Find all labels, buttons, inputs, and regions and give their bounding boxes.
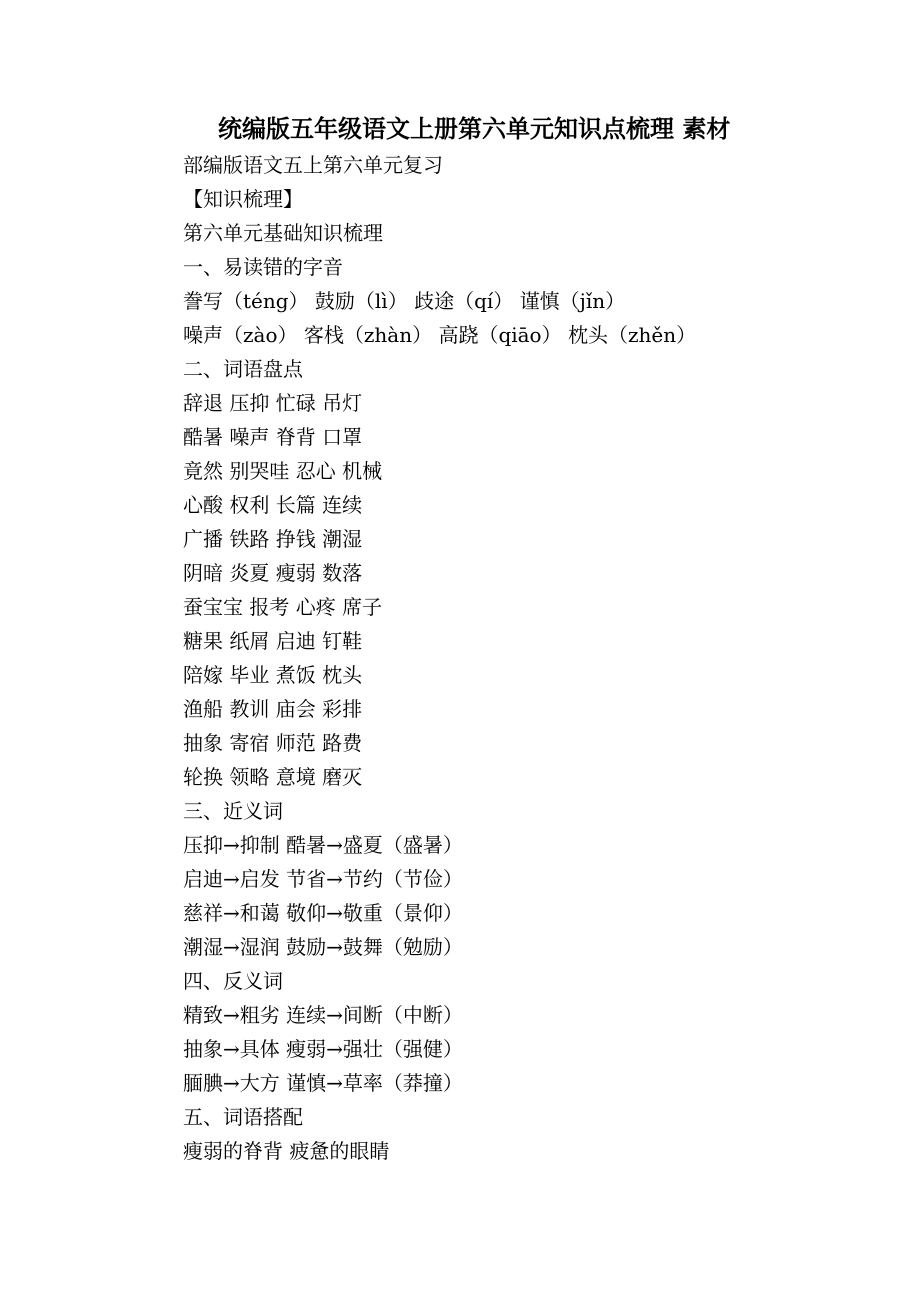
section-heading: 三、近义词	[183, 799, 283, 823]
text-line: 竟然 别哭哇 忍心 机械	[183, 459, 383, 483]
text-line: 渔船 教训 庙会 彩排	[183, 697, 363, 721]
section-heading: 二、词语盘点	[183, 357, 303, 381]
text-line: 阴暗 炎夏 瘦弱 数落	[183, 561, 363, 585]
section-heading: 五、词语搭配	[183, 1105, 303, 1129]
text-line: 【知识梳理】	[183, 187, 303, 211]
text-line: 酷暑 噪声 脊背 口罩	[183, 425, 363, 449]
text-line: 腼腆→大方 谨慎→草率（莽撞）	[183, 1071, 463, 1095]
text-line: 抽象→具体 瘦弱→强壮（强健）	[183, 1037, 463, 1061]
text-line: 广播 铁路 挣钱 潮湿	[183, 527, 363, 551]
text-line: 辞退 压抑 忙碌 吊灯	[183, 391, 363, 415]
text-line: 第六单元基础知识梳理	[183, 221, 383, 245]
text-line: 陪嫁 毕业 煮饭 枕头	[183, 663, 363, 687]
text-line: 精致→粗劣 连续→间断（中断）	[183, 1003, 463, 1027]
section-heading: 四、反义词	[183, 969, 283, 993]
text-line: 压抑→抑制 酷暑→盛夏（盛暑）	[183, 833, 463, 857]
section-heading: 一、易读错的字音	[183, 255, 343, 279]
text-line: 誊写（téng） 鼓励（lì） 歧途（qí） 谨慎（jǐn）	[183, 289, 626, 313]
text-line: 轮换 领略 意境 磨灭	[183, 765, 363, 789]
text-line: 心酸 权利 长篇 连续	[183, 493, 363, 517]
text-line: 启迪→启发 节省→节约（节俭）	[183, 867, 463, 891]
text-line: 噪声（zào） 客栈（zhàn） 高跷（qiāo） 枕头（zhěn）	[183, 323, 697, 347]
document-body	[183, 148, 883, 1168]
text-line: 蚕宝宝 报考 心疼 席子	[183, 595, 383, 619]
document-title: 统编版五年级语文上册第六单元知识点梳理 素材	[218, 115, 731, 143]
text-line: 潮湿→湿润 鼓励→鼓舞（勉励）	[183, 935, 463, 959]
text-line: 糖果 纸屑 启迪 钉鞋	[183, 629, 363, 653]
text-line: 慈祥→和蔼 敬仰→敬重（景仰）	[183, 901, 463, 925]
text-line: 抽象 寄宿 师范 路费	[183, 731, 363, 755]
text-line: 瘦弱的脊背 疲惫的眼睛	[183, 1139, 390, 1163]
text-line: 部编版语文五上第六单元复习	[183, 153, 443, 177]
